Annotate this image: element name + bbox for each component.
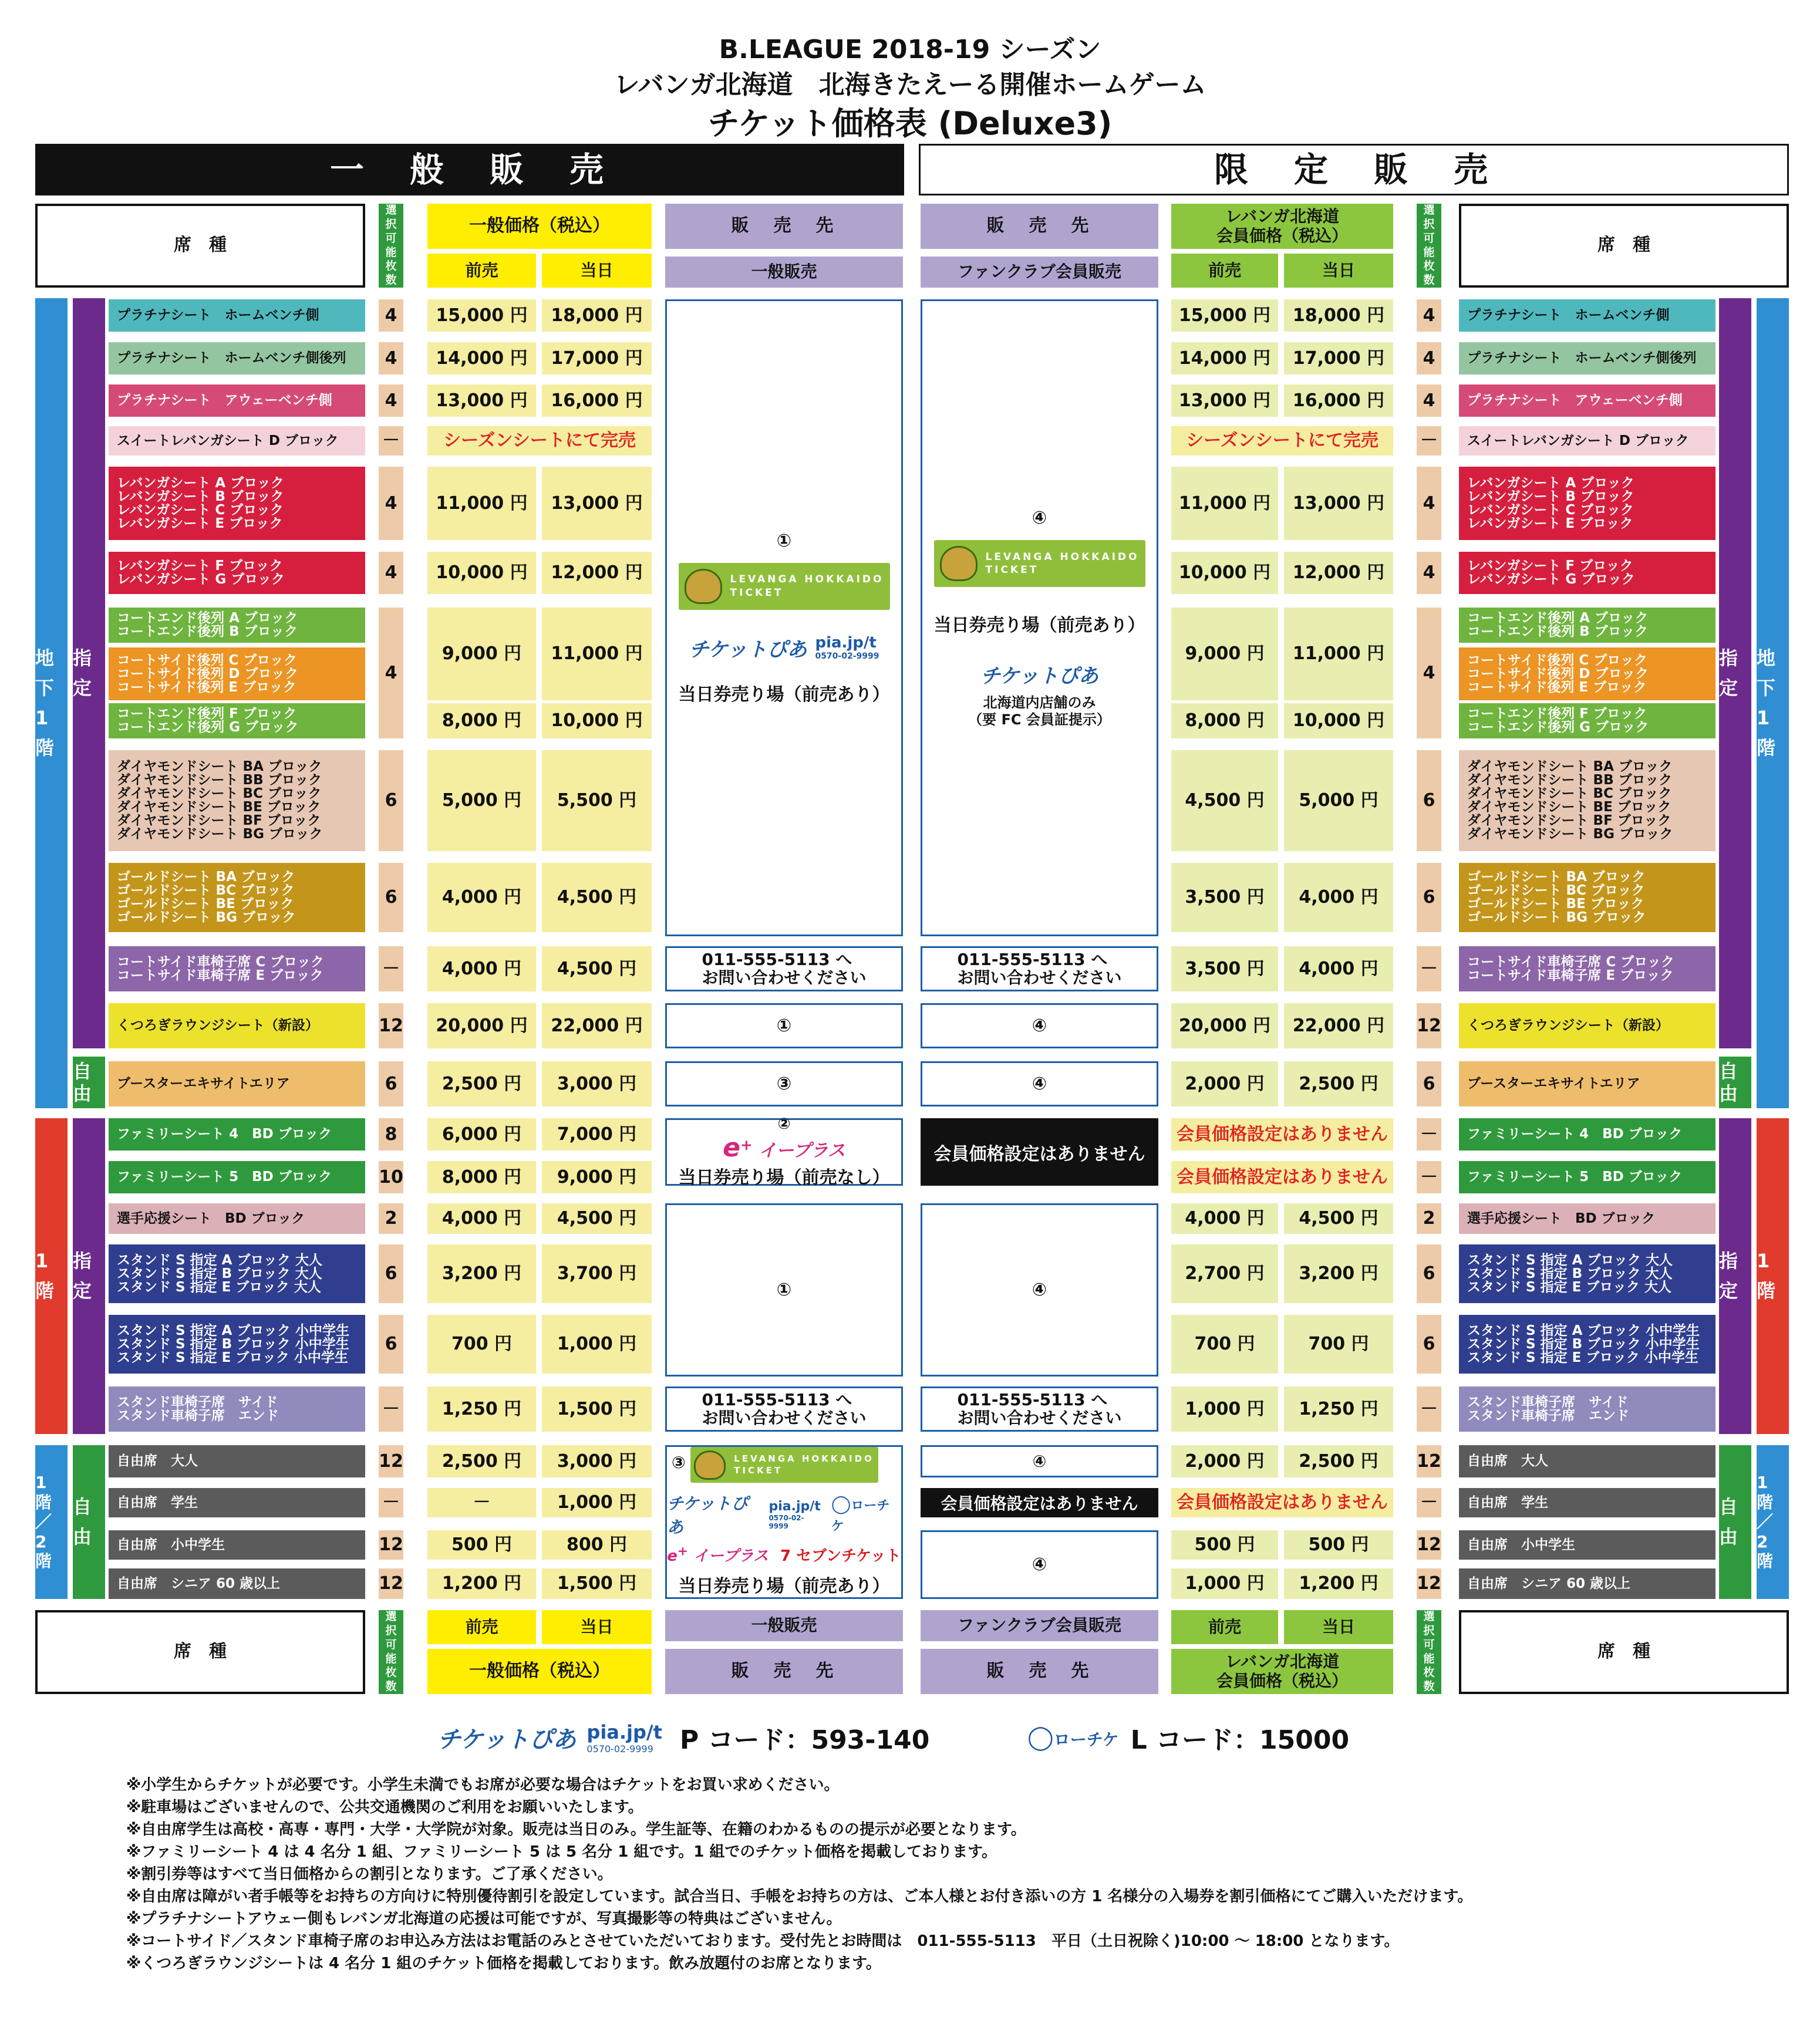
note-item: ※コートサイド／スタンド車椅子席のお申込み方法はお電話のみとさせていただいております。受付先とお時間は 011-555-5113 平日（土日祝除く)10:00 ～ 18:00 となります。 [126,1932,1400,1950]
general-advance-price: 10,000 円 [427,552,536,594]
dayof-footer-right: 当日 [1284,1610,1393,1644]
note-item: ※くつろぎラウンジシートは 4 名分 1 組のチケット価格を掲載しております。飲み放題付のお席となります。 [126,1955,881,1972]
member-advance-price: 700 円 [1171,1315,1278,1374]
general-sale-footer: 一般販売 [665,1610,903,1641]
free-label-1f2f-right: 自 由 [1719,1445,1751,1599]
member-dayof-price: 16,000 円 [1284,384,1393,417]
seat-name-left: ゴールドシート BA ブロック ゴールドシート BC ブロック ゴールドシート BE ブロック ゴールドシート BG ブロック [109,863,365,932]
seat-name-left: ファミリーシート 5 BD ブロック [109,1161,365,1193]
hokkaido-only-note: 北海道内店舗のみ （要 FC 会員証提示） [968,694,1111,728]
seat-name-left: 自由席 小中学生 [109,1530,365,1560]
ticket-count-left: 4 [379,552,403,594]
seat-name-left: くつろぎラウンジシート（新設） [109,1003,365,1048]
general-dayof-price: 11,000 円 [542,608,652,700]
member-dayof-price: 500 円 [1284,1530,1393,1560]
seat-name-right: くつろぎラウンジシート（新設） [1459,1003,1715,1048]
seat-name-left: 自由席 シニア 60 歳以上 [109,1568,365,1599]
general-seller-lounge: ① [665,1003,903,1048]
reserved-label-1f-left: 指 定 [73,1118,105,1434]
general-advance-price: 11,000 円 [427,467,536,540]
limited-sale-banner: 限 定 販 売 [919,144,1789,195]
fanclub-seller-booster: ④ [921,1061,1158,1106]
dayof-footer-left: 当日 [542,1610,652,1644]
seat-name-right: ファミリーシート 4 BD ブロック [1459,1118,1715,1151]
seat-name-right: ダイヤモンドシート BA ブロック ダイヤモンドシート BB ブロック ダイヤモンドシート BC ブロック ダイヤモンドシート BE ブロック ダイヤモンドシート BF ブロック ダイヤモンドシート BG ブロック [1459,750,1715,851]
general-advance-price: 9,000 円 [427,608,536,700]
note-item: ※プラチナシートアウェー側もレバンガ北海道の応援は可能ですが、写真撮影等の特典はございません。 [126,1910,842,1928]
advance-header-right: 前売 [1171,254,1278,288]
member-advance-price: 2,000 円 [1171,1445,1278,1477]
ticket-count-right: 12 [1417,1003,1441,1048]
ticket-count-left: 4 [379,384,403,417]
seat-name-right: ゴールドシート BA ブロック ゴールドシート BC ブロック ゴールドシート BE ブロック ゴールドシート BG ブロック [1459,863,1715,932]
pia-logo-fc: チケットぴあ [980,664,1098,688]
member-dayof-price: 1,250 円 [1284,1386,1393,1432]
pia-tel-footer: 0570-02-9999 [587,1743,653,1755]
seat-type-footer-left: 席 種 [35,1610,365,1694]
member-dayof-price: 11,000 円 [1284,608,1393,700]
seat-name-left: 自由席 学生 [109,1488,365,1517]
general-dayof-price: 3,700 円 [542,1244,652,1303]
member-advance-price: 2,700 円 [1171,1244,1278,1303]
member-dayof-price: 1,200 円 [1284,1568,1393,1599]
member-advance-price: 1,000 円 [1171,1386,1278,1432]
general-dayof-price: 12,000 円 [542,552,652,594]
ticket-count-left: 4 [379,608,403,738]
seat-type-header-left: 席 種 [35,204,365,288]
member-advance-price: 9,000 円 [1171,608,1278,700]
floor-label-b1-right: 地 下 1 階 [1757,298,1789,1108]
ticket-count-right: － [1417,426,1441,456]
floor-label-1f-right: 1 階 [1757,1118,1789,1434]
reserved-label-1f-right: 指 定 [1719,1118,1751,1434]
dayof-counter-fanclub: 当日券売り場（前売あり） [933,615,1145,636]
seat-name-right: 自由席 大人 [1459,1445,1715,1477]
member-advance-price: 3,500 円 [1171,946,1278,991]
free-label-b1-left: 自 由 [73,1057,105,1108]
seat-name-right: スタンド S 指定 A ブロック 大人 スタンド S 指定 B ブロック 大人 スタンド S 指定 E ブロック 大人 [1459,1244,1715,1303]
general-phone-box-1: 011-555-5113 へ お問い合わせください [665,946,903,991]
no-member-price-note: 会員価格設定はありません [1171,1488,1393,1517]
ticket-count-left: 4 [379,467,403,540]
ticket-count-left: 6 [379,863,403,932]
member-advance-price: 1,000 円 [1171,1568,1278,1599]
ticket-count-right: 6 [1417,1244,1441,1303]
member-advance-price: 8,000 円 [1171,703,1278,738]
logo-row-1 [667,1491,901,1538]
general-advance-price: 3,200 円 [427,1244,536,1303]
seat-name-right: プラチナシート アウェーベンチ側 [1459,384,1715,417]
general-sale-header: 一般販売 [665,257,903,288]
pia-logo: チケットぴあ [689,637,807,662]
seat-name-left: プラチナシート ホームベンチ側 [109,299,365,332]
seat-name-left: 自由席 大人 [109,1445,365,1477]
pia-url-2: pia.jp/t [769,1499,821,1514]
seat-name-right: プラチナシート ホームベンチ側後列 [1459,342,1715,375]
general-dayof-price: 5,500 円 [542,750,652,851]
levanga-ticket-logo-fc: LEVANGA HOKKAIDO TICKET [934,540,1145,587]
general-dayof-price: 10,000 円 [542,703,652,738]
member-advance-price: 2,000 円 [1171,1061,1278,1106]
no-member-price-note: 会員価格設定はありません [1171,1118,1393,1151]
seat-name-right: コートサイド車椅子席 C ブロック コートサイド車椅子席 E ブロック [1459,946,1715,991]
seat-name-left: ダイヤモンドシート BA ブロック ダイヤモンドシート BB ブロック ダイヤモンドシート BC ブロック ダイヤモンドシート BE ブロック ダイヤモンドシート BF ブロック ダイヤモンドシート BG ブロック [109,750,365,851]
ticket-count-right: － [1417,1386,1441,1432]
general-price-footer: 一般価格（税込） [427,1649,652,1694]
seat-name-right: ブースターエキサイトエリア [1459,1061,1715,1106]
seat-name-left: スタンド車椅子席 サイド スタンド車椅子席 エンド [109,1386,365,1432]
general-sale-banner: 一 般 販 売 [35,144,904,195]
note-item: ※小学生からチケットが必要です。小学生未満でもお席が必要な場合はチケットをお買い求めください。 [126,1776,840,1794]
seat-name-right: 自由席 小中学生 [1459,1530,1715,1560]
general-advance-price: 2,500 円 [427,1061,536,1106]
seat-name-right: ファミリーシート 5 BD ブロック [1459,1161,1715,1193]
seat-name-right: コートエンド後列 A ブロック コートエンド後列 B ブロック [1459,608,1715,643]
ticket-count-left: － [379,946,403,991]
logo-row-2 [667,1544,901,1566]
member-advance-price: 10,000 円 [1171,552,1278,594]
member-advance-price: 13,000 円 [1171,384,1278,417]
general-seller-family [665,1115,903,1188]
seat-name-right: レバンガシート A ブロック レバンガシート B ブロック レバンガシート C ブロック レバンガシート E ブロック [1459,467,1715,540]
member-advance-price: 14,000 円 [1171,342,1278,375]
seat-name-right: 自由席 学生 [1459,1488,1715,1517]
fanclub-seller-box-1 [921,299,1158,936]
general-dayof-price: 1,500 円 [542,1568,652,1599]
member-advance-price: 3,500 円 [1171,863,1278,932]
fanclub-sale-footer: ファンクラブ会員販売 [921,1610,1158,1641]
pia-url-footer: pia.jp/t [587,1720,662,1743]
seller-footer-general: 販 売 先 [665,1649,903,1694]
levanga-ticket-logo: LEVANGA HOKKAIDO TICKET [679,563,890,610]
seat-name-right: スタンド車椅子席 サイド スタンド車椅子席 エンド [1459,1386,1715,1432]
general-seller-booster: ③ [665,1061,903,1106]
seat-type-header-right: 席 種 [1459,204,1789,288]
fanclub-seller-free-other: ④ [921,1530,1158,1599]
general-advance-price: 2,500 円 [427,1445,536,1477]
title-line-2: レバンガ北海道 北海きたえーる開催ホームゲーム [614,70,1206,100]
page-title: チケット価格表 (Deluxe3) [707,105,1113,142]
general-advance-price: 14,000 円 [427,342,536,375]
general-dayof-price: 4,500 円 [542,863,652,932]
dayof-counter-noadv: 当日券売り場（前売なし） [678,1168,890,1188]
member-dayof-price: 2,500 円 [1284,1061,1393,1106]
member-advance-price: 4,500 円 [1171,750,1278,851]
fanclub-seller-lounge: ④ [921,1003,1158,1048]
seat-name-left: コートエンド後列 F ブロック コートエンド後列 G ブロック [109,703,365,738]
lawson-code-group [1027,1719,1349,1756]
general-advance-price: 15,000 円 [427,299,536,332]
levanga-ticket-logo-2: LEVANGA HOKKAIDO TICKET [690,1447,878,1483]
lawson-logo: ◯ローチケ [831,1494,890,1534]
selectable-header-right: 選 択 可 能 枚 数 [1417,204,1441,288]
fanclub-seller-box-stand: ④ [921,1203,1158,1377]
general-price-header: 一般価格（税込） [427,204,652,249]
ticket-count-left: 8 [379,1118,403,1151]
advance-footer-right: 前売 [1171,1610,1278,1644]
ticket-count-right: 2 [1417,1203,1441,1234]
ticket-count-right: 4 [1417,552,1441,594]
general-advance-price: 500 円 [427,1530,536,1560]
general-dayof-price: 16,000 円 [542,384,652,417]
member-dayof-price: 18,000 円 [1284,299,1393,332]
ticket-count-left: 12 [379,1003,403,1048]
ticket-count-left: 6 [379,1244,403,1303]
ticket-count-right: 4 [1417,299,1441,332]
dayof-counter-general: 当日券売り場（前売あり） [678,684,890,705]
note-item: ※自由席学生は高校・高専・専門・大学・大学院が対象。販売は当日のみ。学生証等、在籍のわかるものの提示が必要となります。 [126,1821,1026,1838]
pia-code-group [437,1719,929,1756]
ticket-count-left: 4 [379,342,403,375]
ticket-count-left: － [379,1488,403,1517]
member-dayof-price: 2,500 円 [1284,1445,1393,1477]
title-line-1: B.LEAGUE 2018-19 シーズン [719,35,1101,65]
seat-name-left: ブースターエキサイトエリア [109,1061,365,1106]
ticket-count-right: 12 [1417,1445,1441,1477]
ticket-count-right: － [1417,1488,1441,1517]
general-advance-price: 5,000 円 [427,750,536,851]
ticket-count-left: 12 [379,1530,403,1560]
pia-logo-group [689,633,879,662]
general-seller-free [665,1445,903,1599]
fanclub-sale-header: ファンクラブ会員販売 [921,257,1158,288]
pia-tel: 0570-02-9999 [815,652,879,661]
ticket-count-right: 6 [1417,750,1441,851]
general-seller-box-stand: ① [665,1203,903,1377]
ticket-count-right: － [1417,1161,1441,1193]
general-dayof-price: 13,000 円 [542,467,652,540]
member-dayof-price: 22,000 円 [1284,1003,1393,1048]
selectable-footer-left: 選 択 可 能 枚 数 [379,1610,403,1694]
member-dayof-price: 4,000 円 [1284,863,1393,932]
ticket-count-left: － [379,426,403,456]
ticket-count-right: 4 [1417,384,1441,417]
general-advance-price: 4,000 円 [427,1203,536,1234]
note-item: ※駐車場はございませんので、公共交通機関のご利用をお願いいたします。 [126,1799,643,1816]
member-advance-price: 15,000 円 [1171,299,1278,332]
general-dayof-price: 9,000 円 [542,1161,652,1193]
seat-name-left: レバンガシート A ブロック レバンガシート B ブロック レバンガシート C ブロック レバンガシート E ブロック [109,467,365,540]
general-seller-box-1 [665,299,903,936]
note-item: ※割引券等はすべて当日価格からの割引となります。ご了承ください。 [126,1865,613,1883]
general-dayof-price: 3,000 円 [542,1445,652,1477]
p-code: P コード：593-140 [679,1725,930,1755]
member-dayof-price: 10,000 円 [1284,703,1393,738]
floor-label-1f2f-right: 1 階 ／ 2 階 [1757,1445,1789,1599]
seven-ticket-logo: 7 セブンチケット [780,1547,901,1565]
member-dayof-price: 3,200 円 [1284,1244,1393,1303]
seat-name-right: コートエンド後列 F ブロック コートエンド後列 G ブロック [1459,703,1715,738]
general-dayof-price: 4,500 円 [542,1203,652,1234]
seller-footer-fanclub: 販 売 先 [921,1649,1158,1694]
seat-name-right: 選手応援シート BD ブロック [1459,1203,1715,1234]
member-dayof-price: 5,000 円 [1284,750,1393,851]
pia-url: pia.jp/t [815,634,877,652]
ticket-count-right: 4 [1417,342,1441,375]
fanclub-phone-box-2: 011-555-5113 へ お問い合わせください [921,1386,1158,1432]
advance-footer-left: 前売 [427,1610,536,1644]
ticket-count-left: 6 [379,750,403,851]
dayof-counter-free: 当日券売り場（前売あり） [678,1576,890,1597]
ticket-count-left: 6 [379,1061,403,1106]
general-advance-price: 8,000 円 [427,1161,536,1193]
general-advance-price: 1,250 円 [427,1386,536,1432]
selectable-header-left: 選 択 可 能 枚 数 [379,204,403,288]
member-dayof-price: 13,000 円 [1284,467,1393,540]
general-dayof-price: 17,000 円 [542,342,652,375]
general-advance-price: － [427,1488,536,1517]
note-item: ※ファミリーシート 4 は 4 名分 1 組、ファミリーシート 5 は 5 名分 1 組です。1 組でのチケット価格を掲載しております。 [126,1843,997,1861]
free-label-1f2f-left: 自 由 [73,1445,105,1599]
member-dayof-price: 4,000 円 [1284,946,1393,991]
ticket-count-right: 12 [1417,1530,1441,1560]
ticket-count-right: 12 [1417,1568,1441,1599]
general-phone-box-2: 011-555-5113 へ お問い合わせください [665,1386,903,1432]
member-price-header: レバンガ北海道 会員価格（税込） [1171,204,1393,249]
general-advance-price: 8,000 円 [427,703,536,738]
general-dayof-price: 4,500 円 [542,946,652,991]
pia-tel-2: 0570-02-9999 [769,1513,804,1530]
seller-header-fanclub: 販 売 先 [921,204,1158,249]
fanclub-phone-box-1: 011-555-5113 へ お問い合わせください [921,946,1158,991]
no-member-price-note: 会員価格設定はありません [1171,1161,1393,1193]
seat-name-left: コートサイド後列 C ブロック コートサイド後列 D ブロック コートサイド後列 E ブロック [109,647,365,700]
member-price-footer: レバンガ北海道 会員価格（税込） [1171,1649,1393,1694]
ticket-count-right: 4 [1417,608,1441,738]
fanclub-no-member-price-student: 会員価格設定はありません [921,1488,1158,1517]
ticket-count-left: 6 [379,1315,403,1374]
fanclub-no-member-price-family: 会員価格設定はありません [921,1118,1158,1186]
seat-name-right: スタンド S 指定 A ブロック 小中学生 スタンド S 指定 B ブロック 小中学生 スタンド S 指定 E ブロック 小中学生 [1459,1315,1715,1374]
reserved-label-b1-left: 指 定 [73,298,105,1048]
ticket-count-left: 12 [379,1445,403,1477]
ticket-count-right: － [1417,946,1441,991]
general-dayof-price: 800 円 [542,1530,652,1560]
seat-name-right: 自由席 シニア 60 歳以上 [1459,1568,1715,1599]
general-dayof-price: 7,000 円 [542,1118,652,1151]
eplus-logo-2: e+ イープラス [667,1544,769,1565]
general-advance-price: 20,000 円 [427,1003,536,1048]
seat-name-left: スイートレバンガシート D ブロック [109,426,365,456]
pia-logo-footer: チケットぴあ [437,1726,577,1753]
seat-name-right: プラチナシート ホームベンチ側 [1459,299,1715,332]
ticket-count-left: 10 [379,1161,403,1193]
soldout-member: シーズンシートにて完売 [1171,426,1393,456]
circle-4: ④ [1032,507,1047,528]
selectable-footer-right: 選 択 可 能 枚 数 [1417,1610,1441,1694]
general-advance-price: 4,000 円 [427,946,536,991]
lawson-logo-footer: ◯ローチケ [1027,1724,1119,1751]
seat-name-left: プラチナシート ホームベンチ側後列 [109,342,365,375]
reserved-label-b1-right: 指 定 [1719,298,1751,1048]
dayof-header-right: 当日 [1284,254,1393,288]
ticket-count-left: 12 [379,1568,403,1599]
ticket-count-left: － [379,1386,403,1432]
floor-label-1f-left: 1 階 [35,1118,68,1434]
seat-name-right: コートサイド後列 C ブロック コートサイド後列 D ブロック コートサイド後列 E ブロック [1459,647,1715,700]
circle-3: ③ [672,1453,686,1472]
ticket-count-left: 2 [379,1203,403,1234]
general-advance-price: 6,000 円 [427,1118,536,1151]
dayof-header-left: 当日 [542,254,652,288]
general-advance-price: 4,000 円 [427,863,536,932]
seat-name-left: コートエンド後列 A ブロック コートエンド後列 B ブロック [109,608,365,643]
seat-name-right: スイートレバンガシート D ブロック [1459,426,1715,456]
seat-name-left: レバンガシート F ブロック レバンガシート G ブロック [109,552,365,594]
member-dayof-price: 700 円 [1284,1315,1393,1374]
seat-name-left: スタンド S 指定 A ブロック 大人 スタンド S 指定 B ブロック 大人 スタンド S 指定 E ブロック 大人 [109,1244,365,1303]
member-advance-price: 20,000 円 [1171,1003,1278,1048]
general-dayof-price: 1,000 円 [542,1488,652,1517]
member-dayof-price: 12,000 円 [1284,552,1393,594]
general-advance-price: 700 円 [427,1315,536,1374]
seat-name-left: プラチナシート アウェーベンチ側 [109,384,365,417]
general-dayof-price: 1,000 円 [542,1315,652,1374]
ticket-count-right: 4 [1417,467,1441,540]
seller-header-general: 販 売 先 [665,204,903,249]
seat-type-footer-right: 席 種 [1459,1610,1789,1694]
seat-name-left: ファミリーシート 4 BD ブロック [109,1118,365,1151]
ticket-count-left: 4 [379,299,403,332]
ticket-count-right: 6 [1417,1315,1441,1374]
ticket-count-right: 6 [1417,863,1441,932]
general-dayof-price: 3,000 円 [542,1061,652,1106]
member-advance-price: 500 円 [1171,1530,1278,1560]
eplus-logo: e+ イープラス [723,1133,845,1163]
member-dayof-price: 17,000 円 [1284,342,1393,375]
seat-name-right: レバンガシート F ブロック レバンガシート G ブロック [1459,552,1715,594]
ticket-count-right: 6 [1417,1061,1441,1106]
member-dayof-price: 4,500 円 [1284,1203,1393,1234]
floor-label-1f2f-left: 1 階 ／ 2 階 [35,1445,68,1599]
seat-name-left: 選手応援シート BD ブロック [109,1203,365,1234]
general-advance-price: 1,200 円 [427,1568,536,1599]
soldout-general: シーズンシートにて完売 [427,426,652,456]
general-dayof-price: 18,000 円 [542,299,652,332]
advance-header-left: 前売 [427,254,536,288]
pia-logo-2: チケットぴあ [667,1494,748,1537]
ticket-count-right: － [1417,1118,1441,1151]
fanclub-seller-free-adult: ④ [921,1445,1158,1477]
general-dayof-price: 22,000 円 [542,1003,652,1048]
general-dayof-price: 1,500 円 [542,1386,652,1432]
member-advance-price: 11,000 円 [1171,467,1278,540]
circle-1: ① [776,530,792,551]
free-label-b1-right: 自 由 [1719,1057,1751,1108]
note-item: ※自由席は障がい者手帳等をお持ちの方向けに特別優待割引を設定しています。試合当日、手帳をお持ちの方は、ご本人様とお付き添いの方 1 名様分の入場券を割引価格にてご購入いただけます。 [126,1888,1473,1905]
seat-name-left: コートサイド車椅子席 C ブロック コートサイド車椅子席 E ブロック [109,946,365,991]
l-code: L コード：15000 [1130,1725,1350,1755]
general-advance-price: 13,000 円 [427,384,536,417]
member-advance-price: 4,000 円 [1171,1203,1278,1234]
floor-label-b1-left: 地 下 1 階 [35,298,68,1108]
circle-2: ② [777,1115,791,1133]
seat-name-left: スタンド S 指定 A ブロック 小中学生 スタンド S 指定 B ブロック 小中学生 スタンド S 指定 E ブロック 小中学生 [109,1315,365,1374]
